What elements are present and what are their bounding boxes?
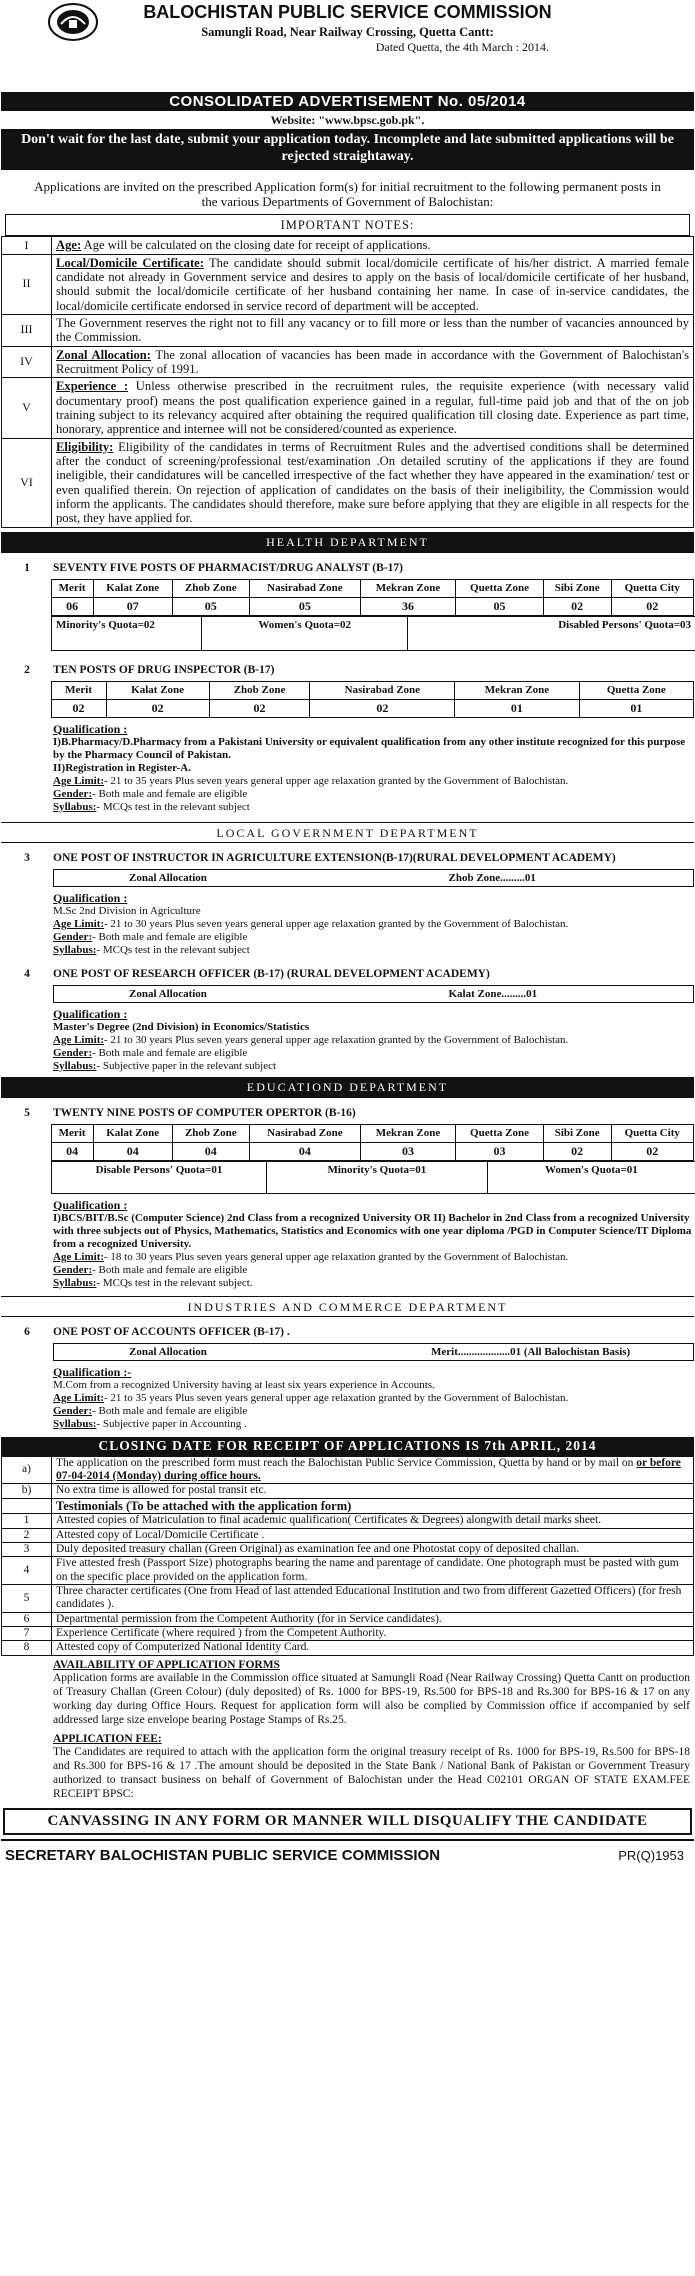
row-text: Duly deposited treasury challan (Green Original) as examination fee and one Photostat copy of deposited challan.: [52, 1542, 694, 1556]
zone-header: Kalat Zone: [93, 579, 172, 597]
age-limit-text: - 21 to 30 years Plus seven years general upper age relaxation granted by the Government of Balochistan.: [104, 917, 569, 930]
zone-header: Mekran Zone: [455, 681, 579, 699]
row-number: 4: [2, 1557, 52, 1585]
row-text: Attested copy of Local/Domicile Certificate .: [52, 1528, 694, 1542]
post-name: TWENTY NINE POSTS OF COMPUTER OPERTOR (B-16): [53, 1106, 356, 1119]
intro-text: Applications are invited on the prescribed Application form(s) for initial recruitment to the following permanent posts in the various Departments of Government of Balochistan:: [34, 178, 661, 209]
zone-header: Kalat Zone: [106, 681, 209, 699]
qualification-text: M.Com from a recognized University having at least six years experience in Accounts.: [53, 1379, 435, 1392]
syllabus-label: Syllabus:: [53, 1276, 97, 1289]
note-number: III: [2, 314, 52, 346]
note-text: [52, 314, 694, 346]
note-text: [52, 237, 694, 254]
closing-row: [2, 1498, 694, 1514]
row-text: No extra time is allowed for postal transit etc.: [52, 1484, 694, 1498]
post-title: [1, 553, 694, 579]
note-body: Eligibility of the candidates in terms of Recruitment Rules and the advertised conditions shall be determined after the conduct of screening/professional test/examination .On detailed scrutiny of the applications if they are found ineligible, their candidatures will be cancelled irrespective of the fact whether they have appeared in the examination/ test or even qualified therein. On rejection of application of candidates on the basis of their ineligibility, the Commission would inform the applicants. The candidates should therefore, make sure before applying that they are eligible in all respects for the post, they have applied for.: [56, 439, 689, 526]
gender-label: Gender:: [53, 787, 93, 800]
women-quota: Women's Quota=01: [487, 1161, 695, 1193]
note-text: [52, 438, 694, 527]
qualification-heading: Qualification :: [53, 721, 128, 736]
note-head: Eligibility:: [56, 439, 114, 454]
gender-label: Gender:: [53, 1263, 93, 1276]
commission-address: Samungli Road, Near Railway Crossing, Quetta Cantt:: [201, 24, 494, 39]
website-line: Website: "www.bpsc.gob.pk".: [270, 113, 425, 127]
zone-header: Zhob Zone: [172, 1124, 249, 1142]
zone-value: 04: [249, 1142, 360, 1160]
allocation-value: Kalat Zone.........01: [448, 987, 538, 1000]
row-text: Attested copies of Matriculation to final academic qualification( Certificates & Degrees) alongwith detail marks sheet.: [52, 1514, 694, 1528]
note-body: The zonal allocation of vacancies has been made in accordance with the Government of Balochistan's Recruitment Policy of 1991.: [56, 347, 689, 376]
note-body: Age will be calculated on the closing date for receipt of applications.: [81, 238, 431, 253]
zone-header: Quetta Zone: [456, 579, 544, 597]
zone-table: [1, 579, 694, 616]
zone-values-row: [1, 597, 694, 615]
closing-a-text: The application on the prescribed form must reach the Balochistan Public Service Commission, Quetta by hand or by mail on: [56, 1456, 637, 1469]
zonal-allocation-row: [53, 985, 694, 1003]
testimonial-row: [2, 1528, 694, 1542]
zone-header: Quetta Zone: [456, 1124, 544, 1142]
header: [1, 0, 694, 92]
row-number: 8: [2, 1641, 52, 1655]
zone-value: 07: [93, 597, 172, 615]
availability-heading: AVAILABILITY OF APPLICATION FORMS: [53, 1658, 280, 1671]
testimonial-row: [2, 1626, 694, 1640]
zone-values-row: [1, 699, 694, 717]
advertisement-date: Dated Quetta, the 4th March : 2014.: [375, 40, 549, 55]
note-row: [2, 254, 694, 314]
gender-label: Gender:: [53, 930, 93, 943]
note-row: [2, 378, 694, 438]
note-head: Local/Domicile Certificate:: [56, 255, 204, 270]
health-department-title: HEALTH DEPARTMENT: [1, 532, 694, 553]
reference-number: PR(Q)1953: [618, 1848, 684, 1864]
zone-header: Mekran Zone: [360, 1124, 455, 1142]
post-name: ONE POST OF RESEARCH OFFICER (B-17) (RURAL DEVELOPMENT ACADEMY): [53, 967, 490, 980]
zone-header: Kalat Zone: [93, 1124, 172, 1142]
note-number: IV: [2, 346, 52, 378]
zone-header: Merit: [51, 681, 106, 699]
zone-header: Merit: [51, 579, 93, 597]
post-title: [1, 651, 694, 681]
zone-header: Merit: [51, 1124, 93, 1142]
age-limit-text: - 18 to 30 years Plus seven years general upper age relaxation granted by the Government of Balochistan.: [104, 1250, 569, 1263]
post-name: ONE POST OF ACCOUNTS OFFICER (B-17) .: [53, 1325, 290, 1338]
qualification-block: [1, 718, 694, 814]
zone-value: 02: [611, 597, 693, 615]
syllabus-label: Syllabus:: [53, 800, 97, 813]
note-head: Zonal Allocation:: [56, 347, 151, 362]
qualification-heading: Qualification :: [53, 890, 128, 905]
row-number: b): [2, 1484, 52, 1498]
minority-quota: Minority's Quota=01: [267, 1161, 488, 1193]
gender-label: Gender:: [53, 1046, 93, 1059]
qualification-heading: Qualification :-: [53, 1364, 132, 1379]
gender-label: Gender:: [53, 1404, 93, 1417]
closing-row: [2, 1456, 694, 1484]
testimonial-row: [2, 1612, 694, 1626]
zone-header: Quetta City: [611, 579, 693, 597]
note-body: Unless otherwise prescribed in the recruitment rules, the requisite experience (with necessary valid documentary proof) means the post qualification experience gained in a regular, full-time paid job and that of the on job training subject to its relevancy acquired after obtaining the required qualification till closing date. Experience as part time, honorary, apprentice and internee will not be considered/counted as experience.: [56, 379, 690, 437]
post-title: [1, 1098, 694, 1124]
note-head: Experience :: [56, 379, 129, 394]
testimonial-row: [2, 1542, 694, 1556]
closing-date-banner: CLOSING DATE FOR RECEIPT OF APPLICATIONS IS 7th APRIL, 2014: [1, 1437, 694, 1456]
zone-value: 02: [543, 597, 611, 615]
allocation-label: Zonal Allocation: [129, 871, 207, 884]
closing-row: [2, 1484, 694, 1498]
row-text: Three character certificates (One from Head of last attended Educational Institution and two from different Gazetted Officers) (for fresh candidates ).: [52, 1584, 694, 1612]
note-text: [52, 346, 694, 378]
note-number: V: [2, 378, 52, 438]
zone-value: 06: [51, 597, 93, 615]
zone-header: Sibi Zone: [543, 579, 611, 597]
commission-title: BALOCHISTAN PUBLIC SERVICE COMMISSION: [143, 2, 552, 22]
zone-header: Zhob Zone: [172, 579, 249, 597]
zone-value: 03: [456, 1142, 544, 1160]
zone-value: 03: [360, 1142, 455, 1160]
zone-header-row: [1, 1124, 694, 1142]
zone-value: 04: [93, 1142, 172, 1160]
zone-value: 01: [579, 699, 693, 717]
age-limit-label: Age Limit:: [53, 774, 105, 787]
zone-value: 02: [543, 1142, 611, 1160]
zone-table: [1, 681, 694, 718]
qualification-block: [1, 1003, 694, 1073]
post-number: 5: [24, 1106, 30, 1119]
row-number: 7: [2, 1626, 52, 1640]
closing-table: [1, 1456, 694, 1656]
zone-header: Quetta City: [611, 1124, 693, 1142]
zonal-allocation-row: [53, 1343, 694, 1361]
gender-text: - Both male and female are eligible: [92, 787, 248, 800]
row-text: Experience Certificate (where required ) from the Competent Authority.: [52, 1626, 694, 1640]
qualification-text: Master's Degree (2nd Division) in Economics/Statistics: [53, 1021, 310, 1033]
warning-banner: Don't wait for the last date, submit your application today. Incomplete and late submitted applications will be rejected straightaway.: [1, 129, 694, 170]
gender-text: - Both male and female are eligible: [92, 930, 248, 943]
syllabus-label: Syllabus:: [53, 1417, 97, 1430]
zone-value: 05: [172, 597, 249, 615]
testimonials-heading: Testimonials (To be attached with the application form): [52, 1498, 694, 1514]
syllabus-text: - MCQs test in the relevant subject: [96, 943, 250, 956]
age-limit-text: - 21 to 30 years Plus seven years general upper age relaxation granted by the Government of Balochistan.: [104, 1033, 569, 1046]
post-number: 2: [24, 663, 30, 676]
post-title: [1, 843, 694, 869]
row-number: a): [2, 1456, 52, 1484]
closing-a-deadline: or before 07-04-2014 (Monday) during office hours.: [56, 1456, 681, 1483]
zone-header-row: [1, 579, 694, 597]
commission-logo-icon: [47, 2, 99, 42]
availability-text: Application forms are available in the Commission office situated at Samungli Road (Near Railway Crossing) Quetta Cantt on production of Treasury Challan (Green Colour) (duly deposited) of Rs. 1000 for BPS-19, Rs.500 for BPS-18 and Rs.300 for BPS-16 & 17 on any working day during Office Hours. Request for application form will also be complied by Commission office if accompanied by self addressed large size envelope bearing Postage Stamps of Rs.25.: [53, 1672, 690, 1726]
syllabus-label: Syllabus:: [53, 1059, 97, 1072]
quota-table: [51, 1161, 695, 1194]
zonal-allocation-row: [53, 869, 694, 887]
age-limit-text: - 21 to 35 years Plus seven years general upper age relaxation granted by the Government of Balochistan.: [104, 774, 569, 787]
allocation-label: Zonal Allocation: [129, 987, 207, 1000]
row-number: 2: [2, 1528, 52, 1542]
age-limit-label: Age Limit:: [53, 1250, 105, 1263]
zone-header: Mekran Zone: [360, 579, 455, 597]
note-row: [2, 346, 694, 378]
important-notes-title: IMPORTANT NOTES:: [5, 214, 690, 236]
zone-value: 01: [455, 699, 579, 717]
allocation-label: Zonal Allocation: [129, 1345, 207, 1358]
qualification-text: I)BCS/BIT/B.Sc (Computer Science) 2nd Class from a recognized University OR II) Bachelor in 2nd Class from a recognized University with three subjects out of Physics, Mathematics, Statistics and Economics with one year diploma /PGD in Computer Science/IT Diploma from a recognized University.: [53, 1212, 692, 1250]
quota-table: [51, 616, 695, 651]
allocation-value: Zhob Zone.........01: [448, 871, 536, 884]
zone-value: 36: [360, 597, 455, 615]
note-text: [52, 378, 694, 438]
post-number: 6: [24, 1325, 30, 1338]
note-row: [2, 237, 694, 254]
fee-section: [1, 1728, 694, 1802]
note-number: I: [2, 237, 52, 254]
women-quota: Women's Quota=02: [202, 616, 408, 650]
zone-value: 02: [310, 699, 455, 717]
zone-header: Nasirabad Zone: [249, 579, 360, 597]
allocation-value: Merit...................01 (All Balochistan Basis): [431, 1345, 631, 1358]
row-number: 3: [2, 1542, 52, 1556]
important-notes-table: [1, 236, 694, 528]
qualification-block: [1, 1361, 694, 1431]
qualification-block: [1, 887, 694, 957]
syllabus-text: - MCQs test in the relevant subject.: [96, 1276, 253, 1289]
note-text: [52, 254, 694, 314]
note-number: II: [2, 254, 52, 314]
testimonial-row: [2, 1514, 694, 1528]
zone-value: 02: [611, 1142, 693, 1160]
qualification-text: I)B.Pharmacy/D.Pharmacy from a Pakistani University or equivalent qualification from any other institute recognized for this purpose by the Pharmacy Council of Pakistan.: [53, 735, 686, 761]
post-number: 1: [24, 561, 30, 574]
post-name: ONE POST OF INSTRUCTOR IN AGRICULTURE EXTENSION(B-17)(RURAL DEVELOPMENT ACADEMY): [53, 851, 616, 864]
zone-header-row: [1, 681, 694, 699]
note-row: [2, 438, 694, 527]
disabled-quota: Disable Persons' Quota=01: [52, 1161, 267, 1193]
canvassing-warning: CANVASSING IN ANY FORM OR MANNER WILL DISQUALIFY THE CANDIDATE: [3, 1808, 692, 1835]
industries-department-title: INDUSTRIES AND COMMERCE DEPARTMENT: [1, 1296, 694, 1317]
zone-value: 02: [51, 699, 106, 717]
note-head: Age:: [56, 238, 82, 253]
row-number: 1: [2, 1514, 52, 1528]
note-row: [2, 314, 694, 346]
zone-header: Nasirabad Zone: [249, 1124, 360, 1142]
syllabus-text: - Subjective paper in the relevant subject: [96, 1059, 277, 1072]
zone-value: 05: [249, 597, 360, 615]
row-text: Departmental permission from the Competent Authority (for in Service candidates).: [52, 1612, 694, 1626]
gender-text: - Both male and female are eligible: [92, 1404, 248, 1417]
education-department-title: EDUCATIOND DEPARTMENT: [1, 1077, 694, 1098]
zone-value: 04: [51, 1142, 93, 1160]
row-text: Attested copy of Computerized National Identity Card.: [52, 1641, 694, 1655]
post-title: [1, 1317, 694, 1343]
advertisement-number: CONSOLIDATED ADVERTISEMENT No. 05/2014: [1, 92, 694, 111]
zone-header: Sibi Zone: [543, 1124, 611, 1142]
zone-values-row: [1, 1142, 694, 1160]
testimonial-row: [2, 1584, 694, 1612]
syllabus-text: - Subjective paper in Accounting .: [96, 1417, 247, 1430]
testimonial-row: [2, 1641, 694, 1655]
zone-header: Quetta Zone: [579, 681, 693, 699]
zone-value: 02: [106, 699, 209, 717]
zone-header: Zhob Zone: [209, 681, 310, 699]
disabled-quota: Disabled Persons' Quota=03: [408, 616, 695, 650]
post-number: 4: [24, 967, 30, 980]
zone-value: 02: [209, 699, 310, 717]
qualification-block: [1, 1194, 694, 1290]
minority-quota: Minority's Quota=02: [52, 616, 202, 650]
local-government-title: LOCAL GOVERNMENT DEPARTMENT: [1, 822, 694, 843]
age-limit-label: Age Limit:: [53, 1392, 105, 1404]
gender-text: - Both male and female are eligible: [92, 1046, 248, 1059]
note-body: The candidate should submit local/domicile certificate of his/her district. A married female candidate not already in Government service and desires to apply on the basis of local/domicile certificate of her husband, should submit the local/domicile certificate of her husband containing her name. In case of in-service candidates, the local/domicile certificate endorsed in service record of department will be accepted.: [56, 255, 690, 313]
post-number: 3: [24, 851, 30, 864]
footer: [1, 1839, 694, 1865]
secretary-signature: SECRETARY BALOCHISTAN PUBLIC SERVICE COMMISSION: [5, 1846, 441, 1864]
fee-text: The Candidates are required to attach with the application form the original treasury receipt of Rs. 1000 for BPS-19, Rs.500 for BPS-18 and Rs.300 for BPS-16 & 17 .The amount should be deposited in the State Bank / National Bank of Pakistan or Government Treasury authorized to transact business on behalf of Government of Balochistan under the Head C02101 ORGAN OF STATE EXAM.FEE RECEIPT BPSC:: [53, 1746, 690, 1800]
age-limit-label: Age Limit:: [53, 1033, 105, 1046]
row-text: Five attested fresh (Passport Size) photographs bearing the name and parentage of candidate. One photograph must be pasted with gum on the specific place provided on the application form.: [52, 1557, 694, 1585]
row-number: 5: [2, 1584, 52, 1612]
fee-heading: APPLICATION FEE:: [53, 1732, 162, 1745]
qualification-text: M.Sc 2nd Division in Agriculture: [53, 904, 201, 917]
post-title: [1, 957, 694, 985]
zone-value: 04: [172, 1142, 249, 1160]
post-name: SEVENTY FIVE POSTS OF PHARMACIST/DRUG ANALYST (B-17): [53, 561, 403, 574]
testimonial-row: [2, 1557, 694, 1585]
syllabus-text: - MCQs test in the relevant subject: [96, 800, 250, 813]
post-name: TEN POSTS OF DRUG INSPECTOR (B-17): [53, 663, 275, 676]
row-number: 6: [2, 1612, 52, 1626]
qualification-heading: Qualification :: [53, 1197, 128, 1212]
zone-header: Nasirabad Zone: [310, 681, 455, 699]
gender-text: - Both male and female are eligible: [92, 1263, 248, 1276]
qualification-heading: Qualification :: [53, 1006, 128, 1021]
zone-table: [1, 1124, 694, 1161]
zone-value: 05: [456, 597, 544, 615]
age-limit-text: - 21 to 35 years Plus seven years general upper age relaxation granted by the Government of Balochistan.: [104, 1392, 569, 1404]
availability-section: [1, 1656, 694, 1728]
note-number: VI: [2, 438, 52, 527]
age-limit-label: Age Limit:: [53, 917, 105, 930]
syllabus-label: Syllabus:: [53, 943, 97, 956]
row-text: [52, 1456, 694, 1484]
qualification-text: II)Registration in Register-A.: [53, 761, 191, 774]
note-body: The Government reserves the right not to fill any vacancy or to fill more or less than the number of vacancies announced by the Commission.: [56, 315, 689, 345]
